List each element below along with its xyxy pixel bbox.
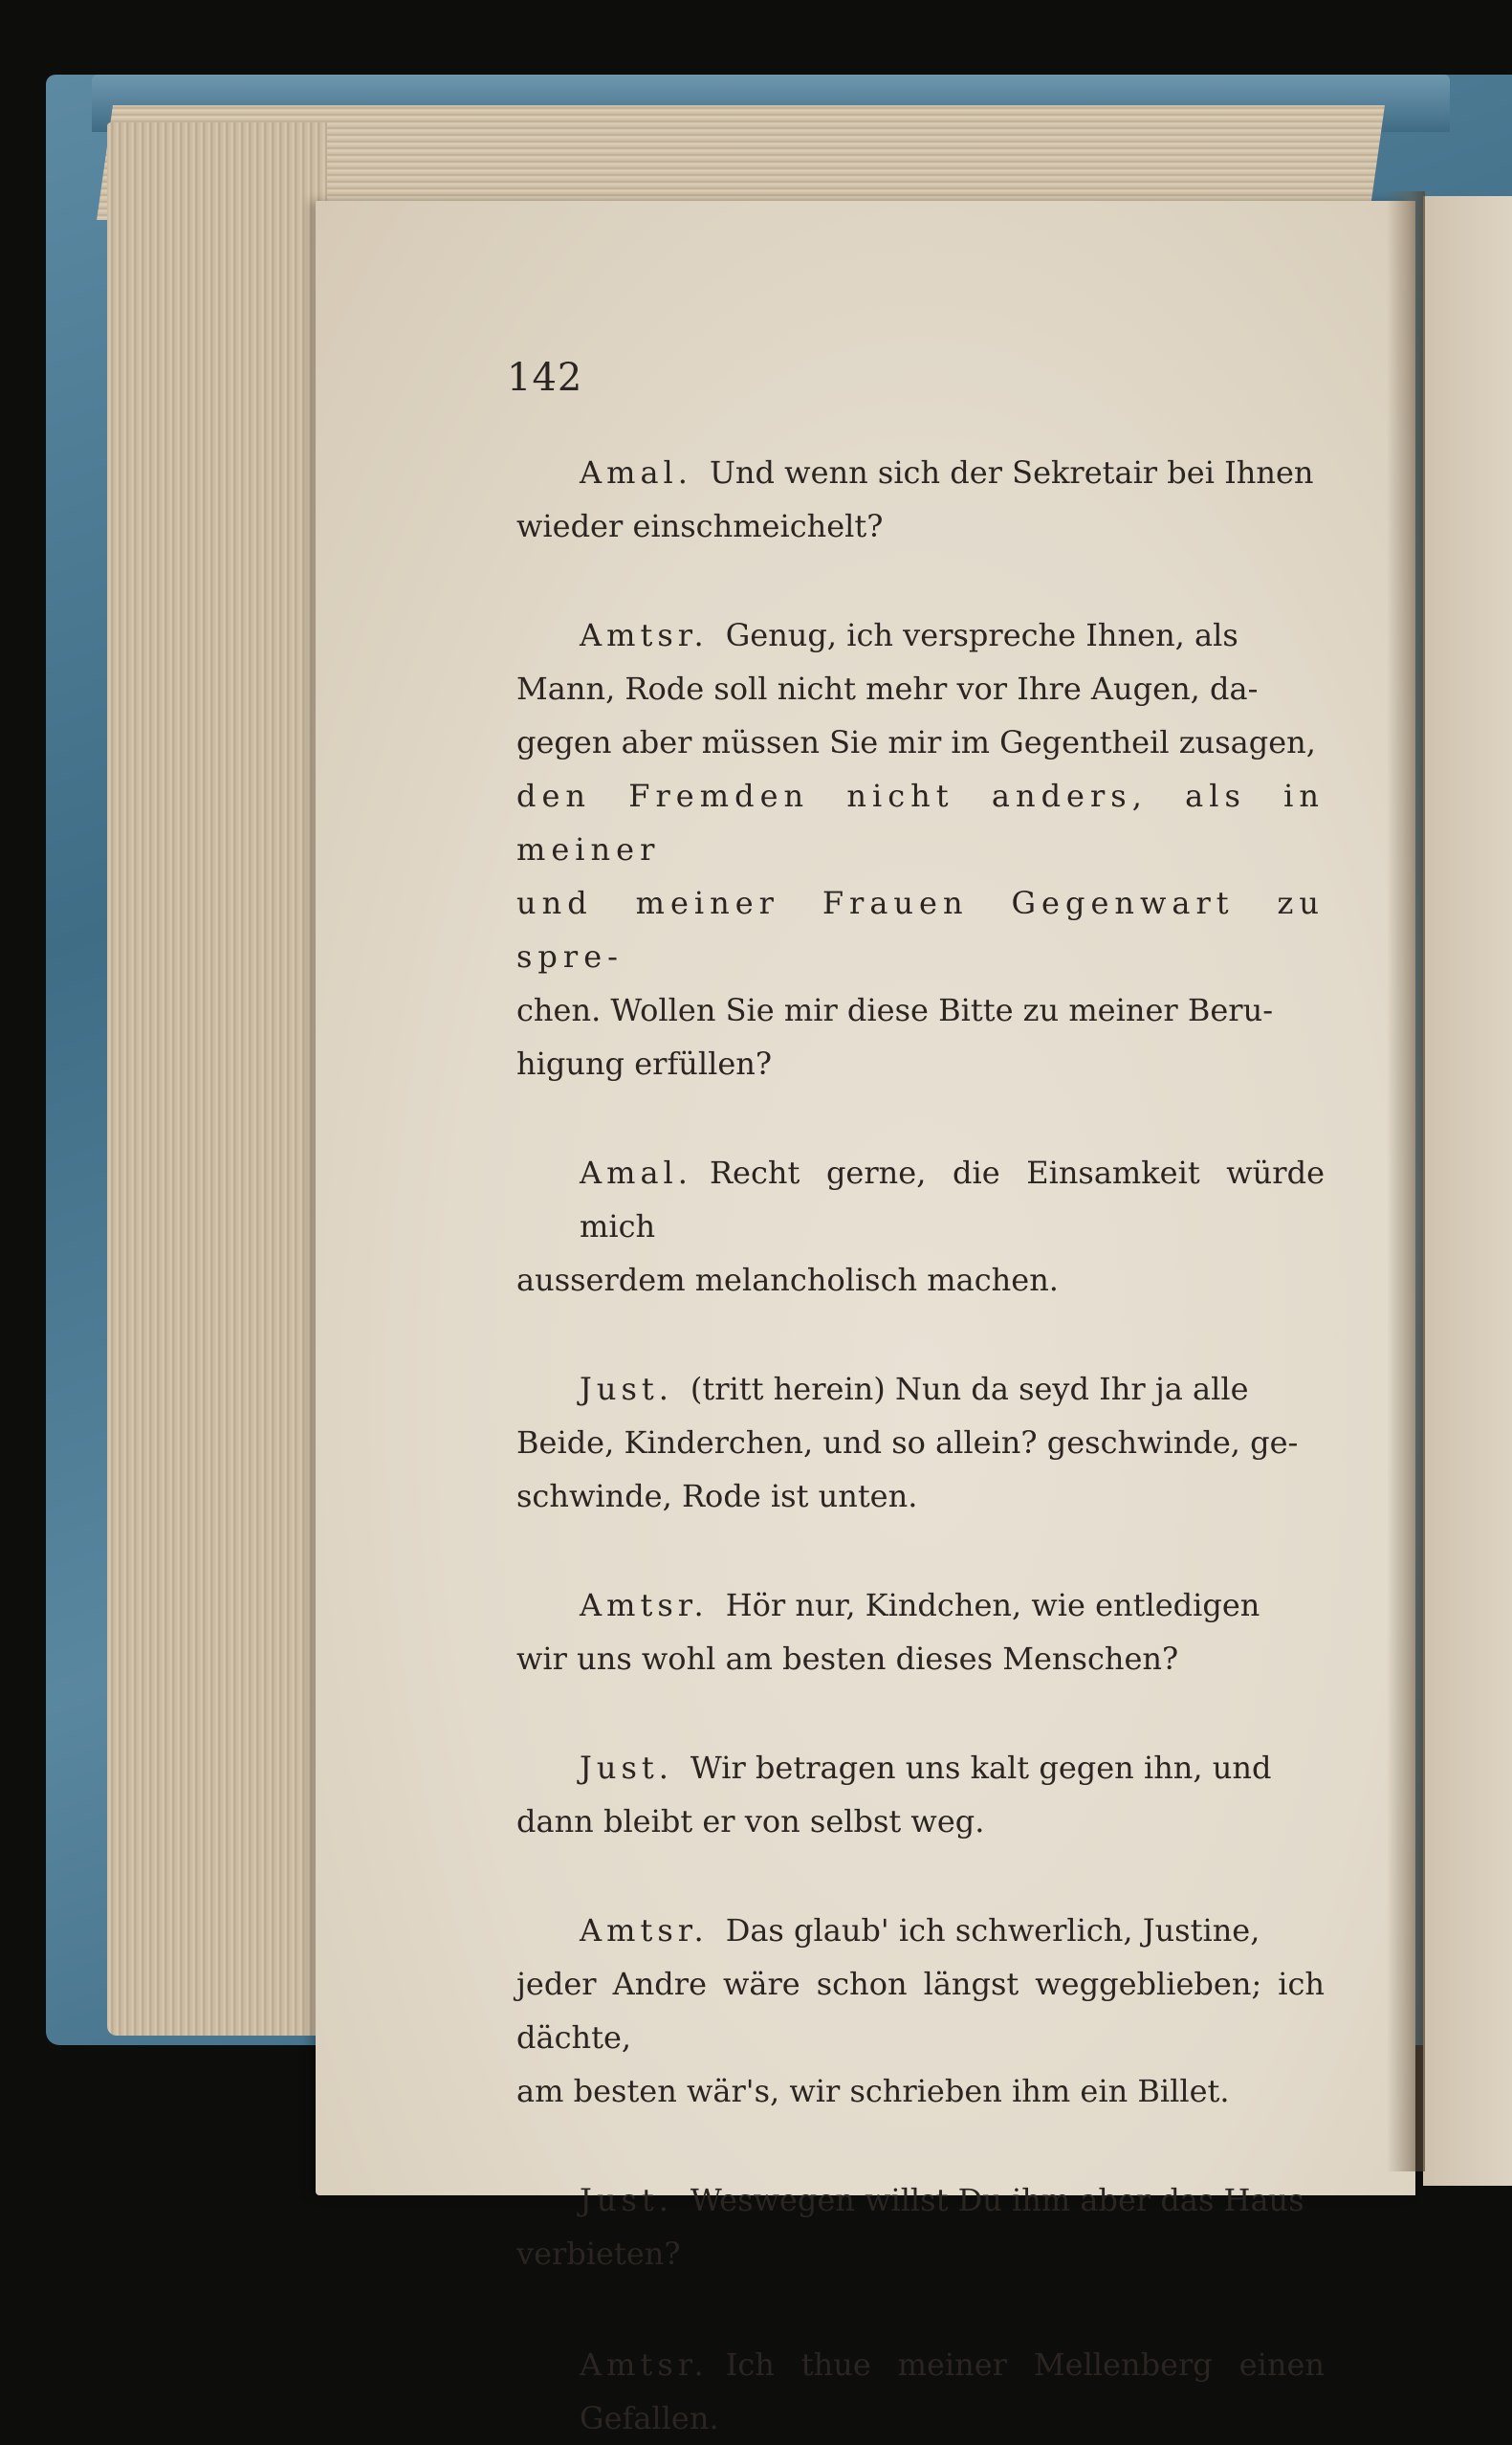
text-line: dann bleibt er von selbst weg. [516, 1803, 985, 1839]
speaker-name: Just. [580, 2182, 673, 2218]
page-number: 142 [507, 356, 583, 400]
speech-4 [516, 1362, 1325, 1416]
text-line: wieder einschmeichelt? [516, 508, 884, 544]
text-line: wir uns wohl am besten dieses Menschen? [516, 1641, 1179, 1677]
speech-6 [516, 1741, 1325, 1795]
speech-4-cont [516, 1416, 1325, 1523]
text-line: Ich thue meiner Mellenberg einen Gefallen. [580, 2346, 1325, 2436]
text-line: den Fremden nicht anders, als in meiner [516, 778, 1325, 868]
text-line: Das glaub' ich schwerlich, Justine, [725, 1912, 1260, 1949]
speaker-name: Amtsr. [580, 1912, 709, 1949]
speech-9 [516, 2338, 1325, 2445]
speaker-name: Amtsr. [580, 2346, 709, 2383]
speech-7 [516, 1904, 1325, 1957]
text-line: Recht gerne, die Einsamkeit würde mich [580, 1155, 1325, 1245]
text-line: und meiner Frauen Gegenwart zu spre- [516, 885, 1325, 975]
page-block-edge [107, 122, 327, 2036]
page-text [516, 446, 1325, 2445]
text-line: am besten wär's, wir schrieben ihm ein Billet. [516, 2073, 1230, 2109]
text-line: ausserdem melancholisch machen. [516, 1262, 1059, 1298]
speech-2 [516, 608, 1325, 662]
speaker-name: Amal. [580, 1155, 692, 1191]
speech-1 [516, 446, 1325, 499]
text-line: Genug, ich verspreche Ihnen, als [725, 617, 1238, 653]
speaker-name: Amtsr. [580, 617, 709, 653]
speech-8 [516, 2173, 1325, 2227]
speech-3-cont [516, 1253, 1325, 1307]
text-line: higung erfüllen? [516, 1046, 773, 1082]
text-line: Wir betragen uns kalt gegen ihn, und [690, 1750, 1272, 1786]
speaker-name: Amtsr. [580, 1587, 709, 1623]
speaker-name: Just. [580, 1371, 673, 1407]
text-line: Beide, Kinderchen, und so allein? geschwinde, ge- [516, 1424, 1299, 1461]
speaker-name: Amal. [580, 454, 692, 491]
text-line: Hör nur, Kindchen, wie entledigen [725, 1587, 1260, 1623]
text-line: (tritt herein) Nun da seyd Ihr ja alle [690, 1371, 1249, 1407]
page-gutter [1387, 191, 1425, 2171]
text-line: Weswegen willst Du ihm aber das Haus [690, 2182, 1304, 2218]
speech-2-cont [516, 662, 1325, 1090]
text-line: Und wenn sich der Sekretair bei Ihnen [709, 454, 1314, 491]
speech-5-cont [516, 1632, 1325, 1685]
speech-7-cont [516, 1957, 1325, 2118]
text-line: jeder Andre wäre schon längst weggeblieben; ich dächte, [516, 1966, 1325, 2056]
speech-6-cont [516, 1795, 1325, 1848]
facing-page [1423, 196, 1512, 2186]
text-line: Mann, Rode soll nicht mehr vor Ihre Augen, da- [516, 671, 1259, 707]
speech-3 [516, 1146, 1325, 1253]
text-line: schwinde, Rode ist unten. [516, 1478, 918, 1514]
speaker-name: Just. [580, 1750, 673, 1786]
speech-5 [516, 1578, 1325, 1632]
speech-1-cont [516, 499, 1325, 553]
speech-8-cont [516, 2227, 1325, 2280]
text-line: verbieten? [516, 2236, 681, 2272]
text-line: chen. Wollen Sie mir diese Bitte zu meiner Beru- [516, 992, 1274, 1028]
text-line: gegen aber müssen Sie mir im Gegentheil zusagen, [516, 724, 1316, 760]
